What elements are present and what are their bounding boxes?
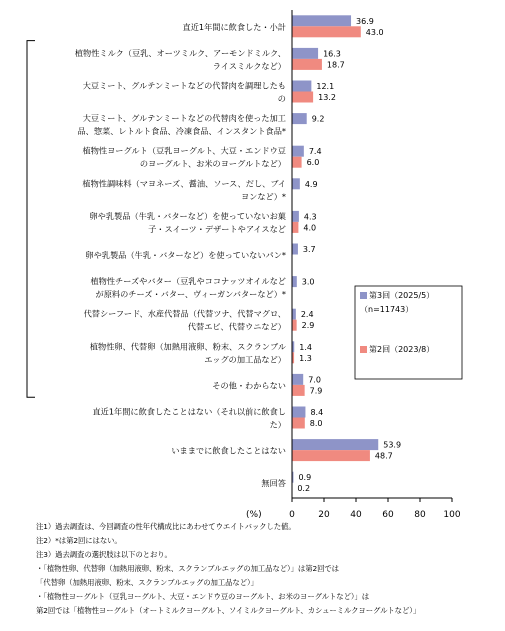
- data-label: 4.3: [303, 212, 317, 222]
- data-label: 2.9: [301, 321, 315, 331]
- category-label: た）: [269, 419, 286, 430]
- footnote: 注1）過去調査は、今回調査の性年代構成比にあわせてウエイトバックした値。: [36, 522, 296, 531]
- bar: [292, 178, 300, 189]
- data-label: 4.0: [303, 223, 317, 233]
- bar: [292, 48, 318, 59]
- bar: [292, 146, 304, 157]
- data-label: 48.7: [374, 451, 393, 461]
- unit-label: (%): [246, 510, 262, 520]
- data-label: 0.9: [298, 473, 312, 483]
- bar: [292, 244, 298, 255]
- data-label: 7.9: [309, 386, 323, 396]
- category-label: 直近1年間に飲食したことはない（それ以前に飲食し: [92, 406, 286, 417]
- group-bracket: [27, 41, 35, 398]
- bar: [292, 450, 370, 461]
- category-label: 卵や乳製品（牛乳・バターなど）を使っていないパン*: [85, 250, 286, 260]
- bar: [292, 81, 311, 92]
- x-tick-label: 20: [318, 510, 330, 520]
- x-tick-label: 100: [443, 510, 461, 520]
- data-label: 9.2: [311, 114, 325, 124]
- bar: [292, 385, 305, 396]
- bar: [292, 439, 378, 450]
- data-label: 13.2: [318, 93, 336, 102]
- category-label: 植物性ヨーグルト（豆乳ヨーグルト、大豆・エンドウ豆: [82, 145, 286, 156]
- category-label: 代替エビ、代替ウニなど）: [187, 321, 286, 332]
- legend-label: 第3回（2025/5）: [369, 291, 435, 300]
- category-label: 卵や乳製品（牛乳・バターなど）を使っていないお菓: [89, 210, 286, 221]
- legend-swatch: [360, 346, 367, 353]
- category-label: 大豆ミート、グルテンミートなどの代替肉を調理したも: [82, 80, 286, 91]
- category-label: のヨーグルト、お米のヨーグルトなど）: [139, 158, 286, 169]
- category-label: いままでに飲食したことはない: [171, 445, 286, 456]
- bar: [292, 26, 361, 37]
- bar: [292, 59, 322, 70]
- category-label: 無回答: [261, 478, 286, 489]
- data-label: 8.0: [309, 419, 323, 428]
- x-tick-label: 0: [289, 510, 295, 520]
- bar: [292, 407, 305, 418]
- category-label: 直近1年間に飲食した・小計: [182, 21, 286, 32]
- x-tick-label: 60: [382, 510, 394, 520]
- legend-label: 第2回（2023/8）: [369, 345, 435, 354]
- x-tick-label: 40: [350, 510, 362, 520]
- legend-label: （n=11743）: [360, 305, 414, 314]
- bar: [292, 374, 303, 385]
- bar: [292, 418, 305, 429]
- footnote: 「代替卵（加熱用液卵、粉末、スクランブルエッグの加工品など）」: [36, 578, 258, 587]
- bar: [292, 15, 351, 26]
- data-label: 1.4: [299, 342, 312, 352]
- data-label: 16.3: [323, 49, 341, 59]
- data-label: 7.0: [308, 375, 321, 385]
- data-label: 12.1: [316, 82, 335, 91]
- category-label: その他・わからない: [212, 380, 286, 391]
- data-label: 6.0: [306, 158, 320, 168]
- data-label: 53.9: [383, 440, 402, 450]
- bar: [292, 320, 297, 331]
- footnote: ・「植物性ヨーグルト（豆乳ヨーグルト、大豆・エンドウ豆のヨーグルト、お米のヨーグルトなど）」は: [36, 592, 370, 601]
- x-tick-label: 80: [414, 510, 426, 520]
- data-label: 1.3: [299, 353, 312, 363]
- category-label: の: [277, 93, 286, 104]
- footnote: 注3）過去調査の選択肢は以下のとおり。: [36, 550, 172, 559]
- data-label: 2.4: [300, 310, 314, 320]
- bar: [292, 157, 302, 168]
- data-label: 0.2: [297, 484, 311, 494]
- footnotes: [36, 520, 501, 618]
- data-label: 3.0: [301, 277, 315, 287]
- category-label: ライスミルクなど）: [212, 60, 286, 71]
- data-label: 8.4: [310, 408, 324, 417]
- footnote: ・「植物性卵、代替卵（加熱用液卵、粉末、スクランブルエッグの加工品など）」は第2回では: [36, 564, 339, 573]
- bar: [292, 92, 313, 103]
- category-label: 植物性ミルク（豆乳、オーツミルク、アーモンドミルク、: [74, 47, 286, 58]
- bar: [292, 211, 299, 222]
- category-label: 子・スイーツ・デザートやアイスなど: [148, 223, 286, 234]
- data-label: 43.0: [365, 27, 384, 37]
- category-label: エッグの加工品など）: [204, 354, 286, 365]
- bar: [292, 222, 298, 233]
- data-label: 7.4: [308, 147, 322, 157]
- data-label: 3.7: [302, 245, 316, 254]
- bar: [292, 113, 307, 124]
- legend-swatch: [360, 292, 367, 299]
- footnote: 第2回では「植物性ヨーグルト（オートミルクヨーグルト、ソイミルクヨーグルト、カシューミルクヨーグルトなど）」: [36, 606, 421, 615]
- bar: [292, 309, 296, 320]
- footnote: 注2）*は第2回にはない。: [36, 536, 122, 545]
- data-label: 36.9: [356, 16, 374, 26]
- category-label: 大豆ミート、グルテンミートなどの代替肉を使った加工: [82, 113, 286, 124]
- category-label: 植物性調味料（マヨネーズ、醤油、ソース、だし、ブイ: [82, 178, 286, 189]
- category-label: が原料のチーズ・バター、ヴィーガンバターなど）*: [95, 289, 286, 300]
- category-label: 代替シーフード、水産代替品（代替ツナ、代替マグロ、: [83, 308, 286, 319]
- data-label: 18.7: [326, 60, 345, 70]
- category-label: 植物性チーズやバター（豆乳やココナッツオイルなど: [90, 276, 286, 287]
- data-label: 4.9: [304, 179, 318, 189]
- category-label: 品、惣菜、レトルト食品、冷凍食品、インスタント食品*: [77, 126, 286, 137]
- category-label: ヨンなど）*: [240, 191, 286, 202]
- bar: [292, 276, 297, 287]
- category-label: 植物性卵、代替卵（加熱用液卵、粉末、スクランブル: [89, 341, 286, 352]
